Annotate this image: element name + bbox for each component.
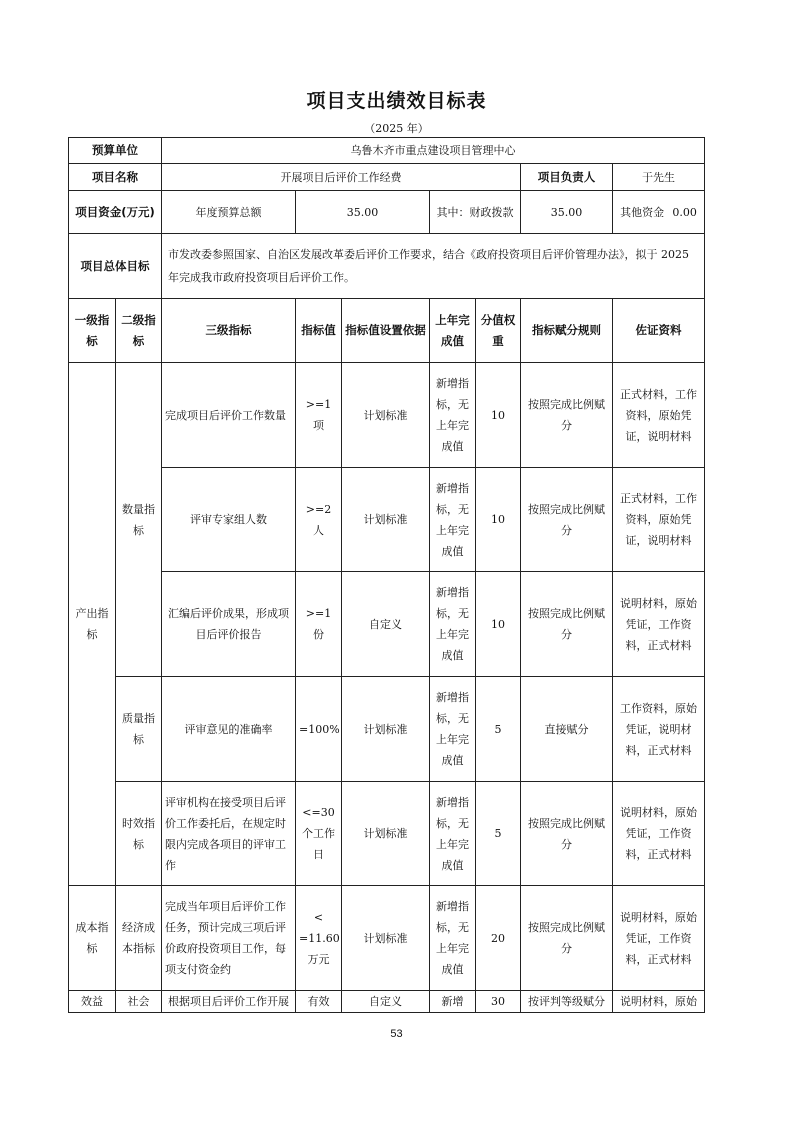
weight-cell: 5 [476, 677, 521, 782]
table-row [69, 468, 705, 572]
weight-cell: 30 [476, 991, 521, 1013]
col-header-evidence: 佐证资料 [613, 299, 705, 363]
weight-cell: 20 [476, 886, 521, 991]
prev-cell: 新增指标，无上年完成值 [430, 782, 476, 886]
level3-cell: 评审意见的准确率 [162, 677, 296, 782]
prev-cell: 新增 [430, 991, 476, 1013]
rule-cell: 按照完成比例赋分 [521, 782, 613, 886]
evidence-cell: 工作资料，原始凭证，说明材料，正式材料 [613, 677, 705, 782]
basis-cell: 计划标准 [342, 782, 430, 886]
value-cell: >=1 项 [296, 363, 342, 468]
col-header-rule: 指标赋分规则 [521, 299, 613, 363]
value-cell: < =11.60 万元 [296, 886, 342, 991]
prev-cell: 新增指标，无上年完成值 [430, 572, 476, 677]
fiscal-label: 其中：财政拨款 [430, 191, 521, 234]
level1-output: 产出指标 [69, 363, 116, 886]
prev-cell: 新增指标，无上年完成值 [430, 677, 476, 782]
level2-quantity: 数量指标 [116, 363, 162, 677]
value-cell: >=1 份 [296, 572, 342, 677]
weight-cell: 5 [476, 782, 521, 886]
level3-cell: 评审机构在接受项目后评价工作委托后，在规定时限内完成各项目的评审工作 [162, 782, 296, 886]
annual-budget-value: 35.00 [296, 191, 430, 234]
evidence-cell: 说明材料，原始 [613, 991, 705, 1013]
basis-cell: 计划标准 [342, 468, 430, 572]
project-name-label: 项目名称 [69, 164, 162, 191]
col-header-weight: 分值权重 [476, 299, 521, 363]
page-number: 53 [390, 1028, 403, 1040]
evidence-cell: 正式材料，工作资料，原始凭证，说明材料 [613, 363, 705, 468]
level1-benefit: 效益 [69, 991, 116, 1013]
basis-cell: 计划标准 [342, 677, 430, 782]
prev-cell: 新增指标，无上年完成值 [430, 886, 476, 991]
value-cell: <=30 个工作日 [296, 782, 342, 886]
level3-cell: 完成项目后评价工作数量 [162, 363, 296, 468]
unit-value: 乌鲁木齐市重点建设项目管理中心 [162, 138, 705, 164]
rule-cell: 直接赋分 [521, 677, 613, 782]
fiscal-value: 35.00 [521, 191, 613, 234]
level3-cell: 汇编后评价成果，形成项目后评价报告 [162, 572, 296, 677]
table-row [69, 363, 705, 468]
col-header-basis: 指标值设置依据 [342, 299, 430, 363]
value-cell: >=2 人 [296, 468, 342, 572]
project-name-value: 开展项目后评价工作经费 [162, 164, 521, 191]
basis-cell: 计划标准 [342, 886, 430, 991]
rule-cell: 按评判等级赋分 [521, 991, 613, 1013]
fund-label: 项目资金(万元) [69, 191, 162, 234]
weight-cell: 10 [476, 468, 521, 572]
level3-cell: 完成当年项目后评价工作任务，预计完成三项后评价政府投资项目工作，每项支付资金约 [162, 886, 296, 991]
col-header-l1: 一级指标 [69, 299, 116, 363]
value-cell: =100% [296, 677, 342, 782]
goal-value: 市发改委参照国家、自治区发展改革委后评价工作要求，结合《政府投资项目后评价管理办法》，拟于 2025 年完成我市政府投资项目后评价工作。 [162, 234, 705, 299]
other-fund-value [613, 191, 705, 234]
col-header-prev: 上年完成值 [430, 299, 476, 363]
performance-table [68, 137, 705, 1013]
basis-cell: 计划标准 [342, 363, 430, 468]
col-header-value: 指标值 [296, 299, 342, 363]
other-fund-label: 其他资金 [620, 205, 665, 219]
evidence-cell: 说明材料，原始凭证，工作资料，正式材料 [613, 886, 705, 991]
owner-value: 于先生 [613, 164, 705, 191]
prev-cell: 新增指标，无上年完成值 [430, 468, 476, 572]
annual-budget-label: 年度预算总额 [162, 191, 296, 234]
weight-cell: 10 [476, 363, 521, 468]
evidence-cell: 正式材料，工作资料，原始凭证，说明材料 [613, 468, 705, 572]
evidence-cell: 说明材料，原始凭证，工作资料，正式材料 [613, 572, 705, 677]
table-row [69, 677, 705, 782]
col-header-l2: 二级指标 [116, 299, 162, 363]
level3-cell: 评审专家组人数 [162, 468, 296, 572]
level2-economic-cost: 经济成本指标 [116, 886, 162, 991]
level1-cost: 成本指标 [69, 886, 116, 991]
table-row [69, 782, 705, 886]
evidence-cell: 说明材料，原始凭证，工作资料，正式材料 [613, 782, 705, 886]
goal-label: 项目总体目标 [69, 234, 162, 299]
level3-cell: 根据项目后评价工作开展 [162, 991, 296, 1013]
level2-social: 社会 [116, 991, 162, 1013]
rule-cell: 按照完成比例赋分 [521, 363, 613, 468]
owner-label: 项目负责人 [521, 164, 613, 191]
prev-cell: 新增指标，无上年完成值 [430, 363, 476, 468]
table-row [69, 991, 705, 1013]
level2-timeliness: 时效指标 [116, 782, 162, 886]
table-row [69, 572, 705, 677]
weight-cell: 10 [476, 572, 521, 677]
value-cell: 有效 [296, 991, 342, 1013]
rule-cell: 按照完成比例赋分 [521, 886, 613, 991]
page-title: 项目支出绩效目标表 [306, 90, 487, 112]
basis-cell: 自定义 [342, 572, 430, 677]
col-header-l3: 三级指标 [162, 299, 296, 363]
basis-cell: 自定义 [342, 991, 430, 1013]
table-row [69, 886, 705, 991]
year-label: （2025 年） [364, 122, 429, 135]
rule-cell: 按照完成比例赋分 [521, 572, 613, 677]
other-fund-amount: 0.00 [672, 205, 697, 219]
level2-quality: 质量指标 [116, 677, 162, 782]
unit-label: 预算单位 [69, 138, 162, 164]
rule-cell: 按照完成比例赋分 [521, 468, 613, 572]
